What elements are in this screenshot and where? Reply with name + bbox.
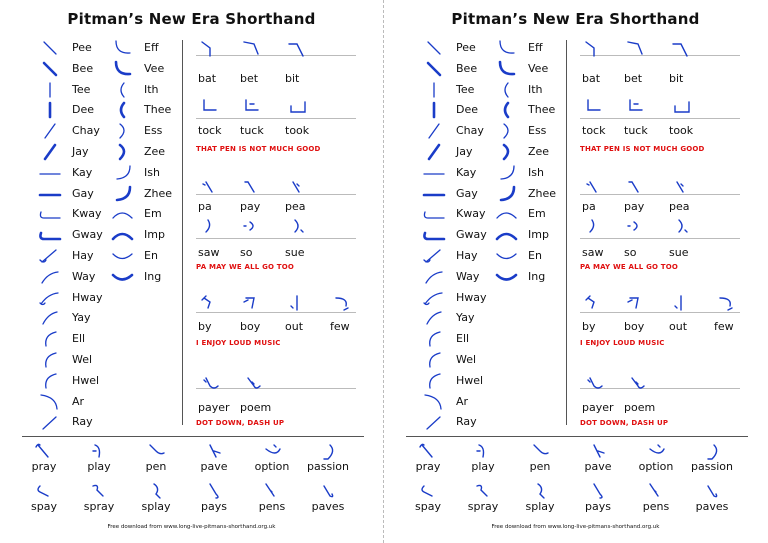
stroke-chay-icon bbox=[34, 121, 64, 141]
consonant-label: Kway bbox=[456, 207, 486, 221]
vowel-word: boy bbox=[240, 320, 261, 333]
outline-spray-icon bbox=[87, 480, 111, 502]
stroke-dee-icon bbox=[34, 100, 64, 120]
outline-bat-icon bbox=[582, 38, 606, 60]
column-divider bbox=[566, 40, 567, 425]
consonant-label: Zhee bbox=[528, 186, 557, 200]
vowel-word: sue bbox=[285, 246, 305, 259]
consonant-label: Gway bbox=[456, 228, 487, 242]
stroke-vee-icon bbox=[492, 59, 522, 79]
stroke-way-icon bbox=[418, 267, 448, 287]
outline-pea-icon bbox=[285, 176, 309, 198]
outline-by-icon bbox=[582, 292, 606, 314]
outline-pens-icon bbox=[260, 480, 284, 502]
combination-word: pave bbox=[200, 460, 228, 473]
stroke-zee-icon bbox=[492, 142, 522, 162]
practice-sentence: PA MAY WE ALL GO TOO bbox=[196, 263, 295, 271]
stroke-eff-icon bbox=[492, 38, 522, 58]
page-title: Pitman’s New Era Shorthand bbox=[451, 10, 700, 28]
vowel-word: boy bbox=[624, 320, 645, 333]
vowel-word: pa bbox=[582, 200, 596, 213]
vowel-word: bet bbox=[240, 72, 259, 85]
outline-took-icon bbox=[285, 96, 309, 118]
stroke-hay-icon bbox=[418, 246, 448, 266]
stroke-em-icon bbox=[492, 204, 522, 224]
consonant-label: En bbox=[528, 249, 542, 262]
ruled-line bbox=[196, 118, 356, 119]
outline-out-icon bbox=[669, 292, 693, 314]
vowel-word: sue bbox=[669, 246, 689, 259]
outline-paves-icon bbox=[316, 480, 340, 502]
consonant-label: Gay bbox=[456, 186, 478, 200]
outline-payer-icon bbox=[198, 372, 222, 394]
outline-splay-icon bbox=[528, 480, 552, 502]
stroke-jay-icon bbox=[34, 142, 64, 162]
combination-word: option bbox=[254, 460, 290, 473]
stroke-pee-icon bbox=[418, 38, 448, 58]
stroke-ess-icon bbox=[492, 121, 522, 141]
vowel-word: few bbox=[330, 320, 350, 333]
stroke-dee-icon bbox=[418, 100, 448, 120]
outline-spray-icon bbox=[471, 480, 495, 502]
vowel-word: pay bbox=[624, 200, 645, 213]
consonant-label: Gway bbox=[72, 228, 103, 242]
practice-sentence: I ENJOY LOUD MUSIC bbox=[196, 339, 281, 347]
outline-so-icon bbox=[624, 216, 648, 238]
consonant-label: Way bbox=[72, 269, 96, 283]
stroke-ing-icon bbox=[108, 267, 138, 287]
practice-sentence: THAT PEN IS NOT MUCH GOOD bbox=[196, 145, 321, 153]
consonant-label: Ar bbox=[72, 394, 85, 408]
stroke-yay-icon bbox=[418, 308, 448, 328]
outline-pay-icon bbox=[240, 176, 264, 198]
stroke-em-icon bbox=[108, 204, 138, 224]
stroke-ess-icon bbox=[108, 121, 138, 141]
consonant-label: Zee bbox=[144, 145, 166, 158]
consonant-label: Gay bbox=[72, 186, 94, 200]
consonant-label: Ing bbox=[144, 269, 162, 283]
vowel-word: poem bbox=[240, 401, 272, 414]
consonant-label: Dee bbox=[72, 103, 95, 117]
consonant-label: Jay bbox=[72, 145, 89, 158]
vowel-word: so bbox=[240, 246, 253, 259]
vowel-word: bet bbox=[624, 72, 643, 85]
outline-few-icon bbox=[714, 292, 738, 314]
stroke-eff-icon bbox=[108, 38, 138, 58]
stroke-way-icon bbox=[34, 267, 64, 287]
consonant-label: Ish bbox=[144, 165, 160, 179]
vowel-word: saw bbox=[582, 246, 604, 259]
stroke-hway-icon bbox=[418, 288, 448, 308]
outline-pay-icon bbox=[624, 176, 648, 198]
consonant-label: En bbox=[144, 249, 158, 262]
consonant-label: Zhee bbox=[144, 186, 173, 200]
page-title: Pitman’s New Era Shorthand bbox=[67, 10, 316, 28]
stroke-yay-icon bbox=[34, 308, 64, 328]
stroke-ish-icon bbox=[108, 163, 138, 183]
stroke-tee-icon bbox=[34, 80, 64, 100]
stroke-ing-icon bbox=[492, 267, 522, 287]
stroke-gay-icon bbox=[34, 184, 64, 204]
consonant-label: Way bbox=[456, 269, 480, 283]
vowel-word: pea bbox=[669, 200, 690, 213]
consonant-label: Hay bbox=[456, 249, 478, 262]
shorthand-sheet-right bbox=[384, 0, 767, 543]
stroke-chay-icon bbox=[418, 121, 448, 141]
consonant-label: Bee bbox=[456, 61, 478, 75]
consonant-label: Yay bbox=[72, 311, 91, 325]
consonant-label: Ing bbox=[528, 269, 546, 283]
outline-saw-icon bbox=[198, 216, 222, 238]
outline-tock-icon bbox=[198, 96, 222, 118]
vowel-word: bit bbox=[285, 72, 300, 85]
combination-word: pens bbox=[258, 500, 286, 513]
combination-word: pays bbox=[201, 500, 227, 513]
stroke-ell-icon bbox=[418, 329, 448, 349]
stroke-pee-icon bbox=[34, 38, 64, 58]
ruled-line bbox=[580, 118, 740, 119]
stroke-ray-icon bbox=[418, 412, 448, 432]
outline-sue-icon bbox=[285, 216, 309, 238]
outline-pays-icon bbox=[202, 480, 226, 502]
section-divider bbox=[22, 436, 364, 437]
combination-word: pen bbox=[529, 460, 551, 473]
combination-word: spray bbox=[467, 500, 499, 513]
outline-pa-icon bbox=[198, 176, 222, 198]
stroke-wel-icon bbox=[418, 350, 448, 370]
outline-bit-icon bbox=[669, 38, 693, 60]
ruled-line bbox=[580, 238, 740, 239]
vowel-word: by bbox=[582, 320, 596, 333]
combination-word: pray bbox=[415, 460, 441, 473]
consonant-label: Chay bbox=[456, 124, 484, 138]
combination-word: pays bbox=[585, 500, 611, 513]
stroke-bee-icon bbox=[418, 59, 448, 79]
vowel-word: out bbox=[669, 320, 688, 333]
consonant-label: Hwel bbox=[456, 373, 484, 387]
consonant-label: Em bbox=[144, 207, 162, 221]
stroke-hay-icon bbox=[34, 246, 64, 266]
practice-sentence: PA MAY WE ALL GO TOO bbox=[580, 263, 679, 271]
stroke-hwel-icon bbox=[418, 371, 448, 391]
stroke-ith-icon bbox=[108, 80, 138, 100]
consonant-label: Kway bbox=[72, 207, 102, 221]
combination-word: splay bbox=[141, 500, 171, 513]
consonant-label: Eff bbox=[528, 41, 543, 54]
consonant-label: Ell bbox=[72, 332, 86, 346]
combination-word: spay bbox=[415, 500, 441, 513]
outline-bet-icon bbox=[240, 38, 264, 60]
stroke-hwel-icon bbox=[34, 371, 64, 391]
stroke-jay-icon bbox=[418, 142, 448, 162]
consonant-label: Vee bbox=[528, 61, 549, 75]
stroke-en-icon bbox=[108, 246, 138, 266]
vowel-word: pea bbox=[285, 200, 306, 213]
vowel-word: payer bbox=[198, 401, 230, 414]
stroke-thee-icon bbox=[108, 100, 138, 120]
combination-word: paves bbox=[311, 500, 345, 513]
vowel-word: bit bbox=[669, 72, 684, 85]
stroke-ish-icon bbox=[492, 163, 522, 183]
practice-sentence: THAT PEN IS NOT MUCH GOOD bbox=[580, 145, 705, 153]
combination-word: paves bbox=[695, 500, 729, 513]
consonant-label: Imp bbox=[528, 228, 549, 242]
stroke-en-icon bbox=[492, 246, 522, 266]
practice-sentence: DOT DOWN, DASH UP bbox=[196, 419, 285, 427]
stroke-imp-icon bbox=[108, 225, 138, 245]
stroke-ell-icon bbox=[34, 329, 64, 349]
stroke-kay-icon bbox=[418, 163, 448, 183]
consonant-label: Bee bbox=[72, 61, 94, 75]
stroke-gway-icon bbox=[34, 225, 64, 245]
combination-word: play bbox=[87, 460, 111, 473]
consonant-label: Pee bbox=[456, 41, 476, 54]
outline-bat-icon bbox=[198, 38, 222, 60]
vowel-word: bat bbox=[582, 72, 601, 85]
vowel-word: pay bbox=[240, 200, 261, 213]
outline-spay-icon bbox=[416, 480, 440, 502]
combination-word: splay bbox=[525, 500, 555, 513]
outline-boy-icon bbox=[624, 292, 648, 314]
consonant-label: Em bbox=[528, 207, 546, 221]
download-footer: Free download from www.long-live-pitmans-shorthand.org.uk bbox=[491, 524, 660, 530]
combination-word: pave bbox=[584, 460, 612, 473]
consonant-label: Yay bbox=[456, 311, 475, 325]
outline-tuck-icon bbox=[240, 96, 264, 118]
consonant-label: Kay bbox=[72, 165, 93, 179]
outline-paves-icon bbox=[700, 480, 724, 502]
combination-word: pray bbox=[31, 460, 57, 473]
stroke-bee-icon bbox=[34, 59, 64, 79]
consonant-label: Ith bbox=[528, 82, 543, 96]
consonant-label: Hwel bbox=[72, 373, 100, 387]
stroke-zhee-icon bbox=[492, 184, 522, 204]
combination-word: option bbox=[638, 460, 674, 473]
consonant-label: Ray bbox=[456, 415, 477, 429]
column-divider bbox=[182, 40, 183, 425]
consonant-label: Dee bbox=[456, 103, 479, 117]
combination-word: passion bbox=[307, 460, 349, 473]
consonant-label: Thee bbox=[528, 103, 556, 117]
consonant-label: Ray bbox=[72, 415, 93, 429]
stroke-thee-icon bbox=[492, 100, 522, 120]
outline-pa-icon bbox=[582, 176, 606, 198]
stroke-ray-icon bbox=[34, 412, 64, 432]
stroke-zee-icon bbox=[108, 142, 138, 162]
outline-saw-icon bbox=[582, 216, 606, 238]
download-footer: Free download from www.long-live-pitmans-shorthand.org.uk bbox=[107, 524, 276, 530]
stroke-kway-icon bbox=[34, 204, 64, 224]
vowel-word: tuck bbox=[624, 124, 648, 137]
consonant-label: Zee bbox=[528, 145, 550, 158]
vowel-word: payer bbox=[582, 401, 614, 414]
vowel-word: so bbox=[624, 246, 637, 259]
outline-took-icon bbox=[669, 96, 693, 118]
outline-pens-icon bbox=[644, 480, 668, 502]
consonant-label: Ess bbox=[144, 124, 163, 138]
outline-tock-icon bbox=[582, 96, 606, 118]
vowel-word: out bbox=[285, 320, 304, 333]
stroke-wel-icon bbox=[34, 350, 64, 370]
outline-payer-icon bbox=[582, 372, 606, 394]
vowel-word: took bbox=[669, 124, 694, 137]
vowel-word: poem bbox=[624, 401, 656, 414]
stroke-ar-icon bbox=[34, 392, 64, 412]
combination-word: pen bbox=[145, 460, 167, 473]
consonant-label: Tee bbox=[456, 82, 475, 96]
stroke-gay-icon bbox=[418, 184, 448, 204]
combination-word: spay bbox=[31, 500, 57, 513]
stroke-vee-icon bbox=[108, 59, 138, 79]
combination-word: pens bbox=[642, 500, 670, 513]
consonant-label: Hway bbox=[72, 290, 103, 304]
stroke-gway-icon bbox=[418, 225, 448, 245]
practice-sentence: I ENJOY LOUD MUSIC bbox=[580, 339, 665, 347]
outline-tuck-icon bbox=[624, 96, 648, 118]
vowel-word: took bbox=[285, 124, 310, 137]
stroke-kway-icon bbox=[418, 204, 448, 224]
consonant-label: Vee bbox=[144, 61, 165, 75]
outline-bet-icon bbox=[624, 38, 648, 60]
stroke-hway-icon bbox=[34, 288, 64, 308]
consonant-label: Pee bbox=[72, 41, 92, 54]
outline-out-icon bbox=[285, 292, 309, 314]
combination-word: passion bbox=[691, 460, 733, 473]
outline-poem-icon bbox=[240, 372, 264, 394]
outline-pays-icon bbox=[586, 480, 610, 502]
consonant-label: Ish bbox=[528, 165, 544, 179]
consonant-label: Wel bbox=[456, 353, 477, 366]
vowel-word: few bbox=[714, 320, 734, 333]
consonant-label: Hay bbox=[72, 249, 94, 262]
stroke-ar-icon bbox=[418, 392, 448, 412]
practice-sentence: DOT DOWN, DASH UP bbox=[580, 419, 669, 427]
consonant-label: Ess bbox=[528, 124, 547, 138]
consonant-label: Jay bbox=[456, 145, 473, 158]
stroke-kay-icon bbox=[34, 163, 64, 183]
vowel-word: bat bbox=[198, 72, 217, 85]
combination-word: play bbox=[471, 460, 495, 473]
combination-word: spray bbox=[83, 500, 115, 513]
consonant-label: Tee bbox=[72, 82, 91, 96]
consonant-label: Eff bbox=[144, 41, 159, 54]
consonant-label: Hway bbox=[456, 290, 487, 304]
vowel-word: saw bbox=[198, 246, 220, 259]
outline-splay-icon bbox=[144, 480, 168, 502]
consonant-label: Ith bbox=[144, 82, 159, 96]
consonant-label: Imp bbox=[144, 228, 165, 242]
consonant-label: Thee bbox=[144, 103, 172, 117]
stroke-imp-icon bbox=[492, 225, 522, 245]
outline-so-icon bbox=[240, 216, 264, 238]
outline-bit-icon bbox=[285, 38, 309, 60]
shorthand-sheet-left bbox=[0, 0, 383, 543]
vowel-word: tock bbox=[582, 124, 606, 137]
vowel-word: tuck bbox=[240, 124, 264, 137]
vowel-word: by bbox=[198, 320, 212, 333]
outline-poem-icon bbox=[624, 372, 648, 394]
outline-pea-icon bbox=[669, 176, 693, 198]
vowel-word: tock bbox=[198, 124, 222, 137]
vowel-word: pa bbox=[198, 200, 212, 213]
outline-spay-icon bbox=[32, 480, 56, 502]
consonant-label: Ar bbox=[456, 394, 469, 408]
consonant-label: Ell bbox=[456, 332, 470, 346]
consonant-label: Wel bbox=[72, 353, 93, 366]
ruled-line bbox=[196, 238, 356, 239]
consonant-label: Kay bbox=[456, 165, 477, 179]
stroke-tee-icon bbox=[418, 80, 448, 100]
outline-few-icon bbox=[330, 292, 354, 314]
section-divider bbox=[406, 436, 748, 437]
consonant-label: Chay bbox=[72, 124, 100, 138]
stroke-zhee-icon bbox=[108, 184, 138, 204]
outline-boy-icon bbox=[240, 292, 264, 314]
stroke-ith-icon bbox=[492, 80, 522, 100]
outline-by-icon bbox=[198, 292, 222, 314]
outline-sue-icon bbox=[669, 216, 693, 238]
